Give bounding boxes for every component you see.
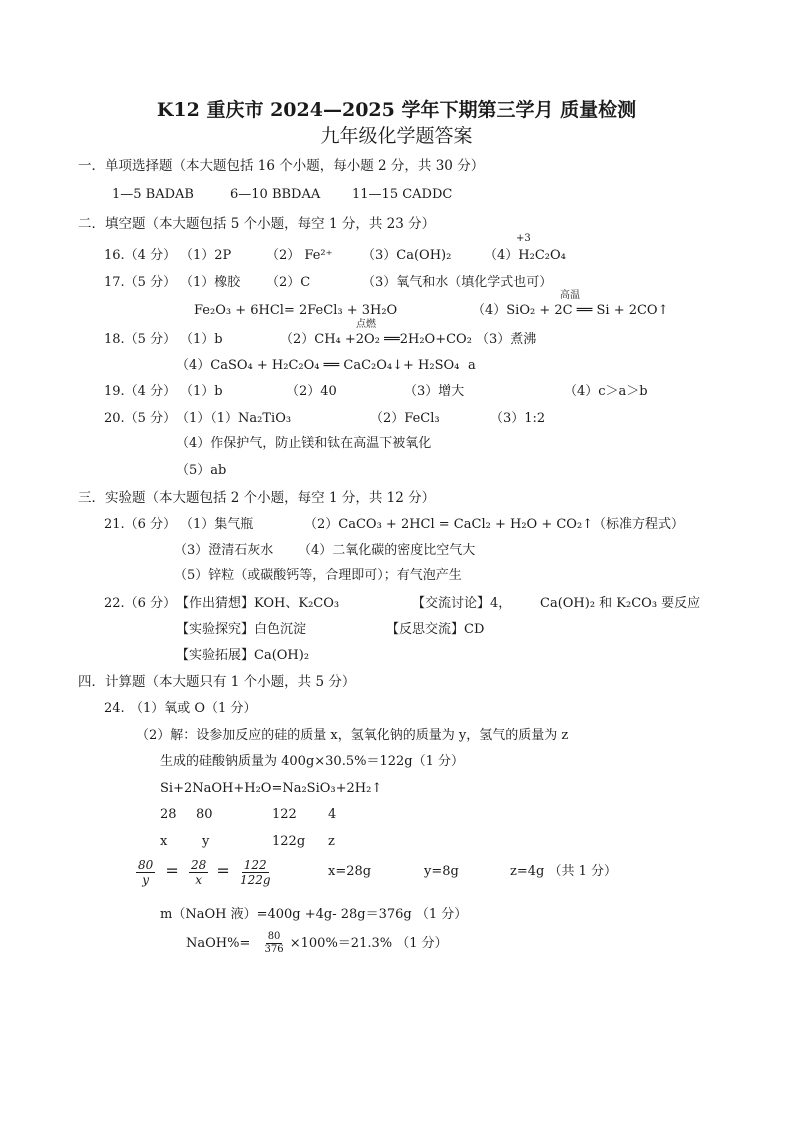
q22-number: 22.（6 分）	[104, 596, 177, 611]
q18-answer-2-condition: 点燃	[356, 319, 376, 330]
q21-answer-5: （5）锌粒（或碳酸钙等，合理即可）；有气泡产生	[174, 568, 462, 583]
q18-answer-5: a	[468, 358, 476, 373]
q19-answer-1: （1）b	[180, 384, 223, 399]
section-1-heading: 一．单项选择题（本大题包括 16 个小题，每小题 2 分，共 30 分）	[78, 158, 485, 174]
section-3-heading: 三．实验题（本大题包括 2 个小题，每空 1 分，共 12 分）	[78, 490, 436, 506]
q19-answer-2: （2）40	[286, 384, 337, 399]
q18-answer-2: （2）CH₄ +2O₂ ══2H₂O+CO₂	[280, 332, 472, 347]
q19-answer-4: （4）c＞a＞b	[564, 384, 648, 399]
q19-number: 19.（4 分）	[104, 384, 177, 399]
q18-answer-1: （1）b	[180, 332, 223, 347]
q16-answer-4-valence: +3	[516, 233, 531, 244]
q16-answer-3: （3）Ca(OH)₂	[362, 248, 452, 263]
q16-number: 16.（4 分）	[104, 248, 177, 263]
ratio-row-2-item: z	[328, 834, 335, 849]
q24-part-2: （2）解：设参加反应的硅的质量 x，氢氧化钠的质量为 y，氢气的质量为 z	[136, 728, 569, 743]
q17-answer-4: （4）SiO₂ + 2C ══ Si + 2CO↑	[472, 303, 669, 318]
q16-answer-2: （2） Fe²⁺	[266, 248, 333, 263]
title-line-1: K12 重庆市 2024—2025 学年下期第三学月 质量检测	[156, 99, 637, 121]
title-line-2: 九年级化学题答案	[320, 125, 473, 147]
q24-equation: Si+2NaOH+H₂O=Na₂SiO₃+2H₂↑	[160, 781, 383, 796]
q21-answer-4: （4）二氧化碳的密度比空气大	[298, 543, 476, 558]
q22-answer-2: 【交流讨论】4，	[412, 596, 512, 611]
result-y: y=8g	[424, 864, 459, 879]
q24-part-1: （1）氧或 O（1 分）	[130, 701, 257, 716]
q16-answer-1: （1）2P	[180, 248, 232, 263]
result-x: x=28g	[328, 864, 372, 879]
q22-answer-4: 【实验探究】白色沉淀	[176, 622, 307, 637]
fraction-28-over-x: $\frac{28}{x}$	[190, 858, 207, 887]
q22-answer-6: 【实验拓展】Ca(OH)₂	[176, 648, 310, 663]
q22-answer-3: Ca(OH)₂ 和 K₂CO₃ 要反应	[540, 596, 701, 611]
q20-number: 20.（5 分）	[104, 411, 177, 426]
proportion-equation	[136, 856, 273, 888]
q21-number: 21.（6 分）	[104, 517, 177, 532]
q20-answer-3: （3）1:2	[490, 411, 546, 426]
equals-sign: =	[165, 861, 179, 880]
naoh-solution-mass: m（NaOH 液）=400g +4g- 28g＝376g （1 分）	[160, 907, 468, 922]
q17-answer-2: （2）C	[266, 275, 311, 290]
q17-number: 17.（5 分）	[104, 275, 177, 290]
q24-number: 24.	[104, 701, 125, 716]
section-2-heading: 二．填空题（本大题包括 5 个小题，每空 1 分，共 23 分）	[78, 216, 436, 232]
q18-answer-4: （4）CaSO₄ + H₂C₂O₄ ══ CaC₂O₄↓+ H₂SO₄	[176, 358, 460, 373]
q21-answer-3: （3）澄清石灰水	[174, 543, 274, 558]
q21-answer-2: （2）CaCO₃ + 2HCl = CaCl₂ + H₂O + CO₂↑（标准方程式）	[304, 517, 685, 532]
q17-answer-1: （1）橡胶	[180, 275, 241, 290]
ratio-row-1-item: 4	[328, 807, 337, 822]
mc-answers-3: 11—15 CADDC	[352, 187, 453, 202]
q22-answer-5: 【反思交流】CD	[386, 622, 485, 637]
q21-answer-1: （1）集气瓶	[180, 517, 254, 532]
ratio-row-1-item: 122	[272, 807, 297, 822]
equals-sign: =	[216, 861, 230, 880]
fraction-80-over-376: $\frac{80}{376}$	[264, 931, 284, 955]
q18-answer-3: （3）煮沸	[476, 332, 537, 347]
q20-answer-5: （5）ab	[176, 463, 227, 478]
q24-part-3: 生成的硅酸钠质量为 400g×30.5%＝122g（1 分）	[160, 754, 464, 769]
section-4-heading: 四．计算题（本大题只有 1 个小题，共 5 分）	[78, 674, 356, 690]
q20-answer-1: （1）（1）Na₂TiO₃	[176, 411, 292, 426]
result-z: z=4g （共 1 分）	[510, 864, 618, 879]
q20-answer-4: （4）作保护气，防止镁和钛在高温下被氧化	[176, 436, 432, 451]
ratio-row-2-item: y	[202, 834, 210, 849]
ratio-row-2-item: x	[160, 834, 168, 849]
percentage-result: ×100%＝21.3% （1 分）	[289, 936, 448, 951]
q22-answer-1: 【作出猜想】KOH、K₂CO₃	[176, 596, 340, 611]
q16-answer-4: （4）H₂C₂O₄	[484, 248, 566, 263]
percentage-label: NaOH%=	[186, 936, 251, 951]
ratio-row-1-item: 80	[196, 807, 213, 822]
mc-answers-2: 6—10 BBDAA	[230, 187, 321, 202]
fraction-122-over-122g: $\frac{122}{122g}$	[239, 858, 271, 887]
q17-answer-4-condition: 高温	[560, 290, 580, 301]
q20-answer-2: （2）FeCl₃	[370, 411, 440, 426]
ratio-row-2-item: 122g	[272, 834, 306, 849]
q19-answer-3: （3）增大	[404, 384, 465, 399]
q17-equation: Fe₂O₃ + 6HCl= 2FeCl₃ + 3H₂O	[194, 303, 398, 318]
q18-number: 18.（5 分）	[104, 332, 177, 347]
fraction-80-over-y: $\frac{80}{y}$	[138, 858, 154, 887]
ratio-row-1-item: 28	[160, 807, 177, 822]
q17-answer-3: （3）氧气和水（填化学式也可）	[362, 275, 553, 290]
mc-answers-1: 1—5 BADAB	[112, 187, 194, 202]
naoh-percentage	[186, 930, 448, 958]
